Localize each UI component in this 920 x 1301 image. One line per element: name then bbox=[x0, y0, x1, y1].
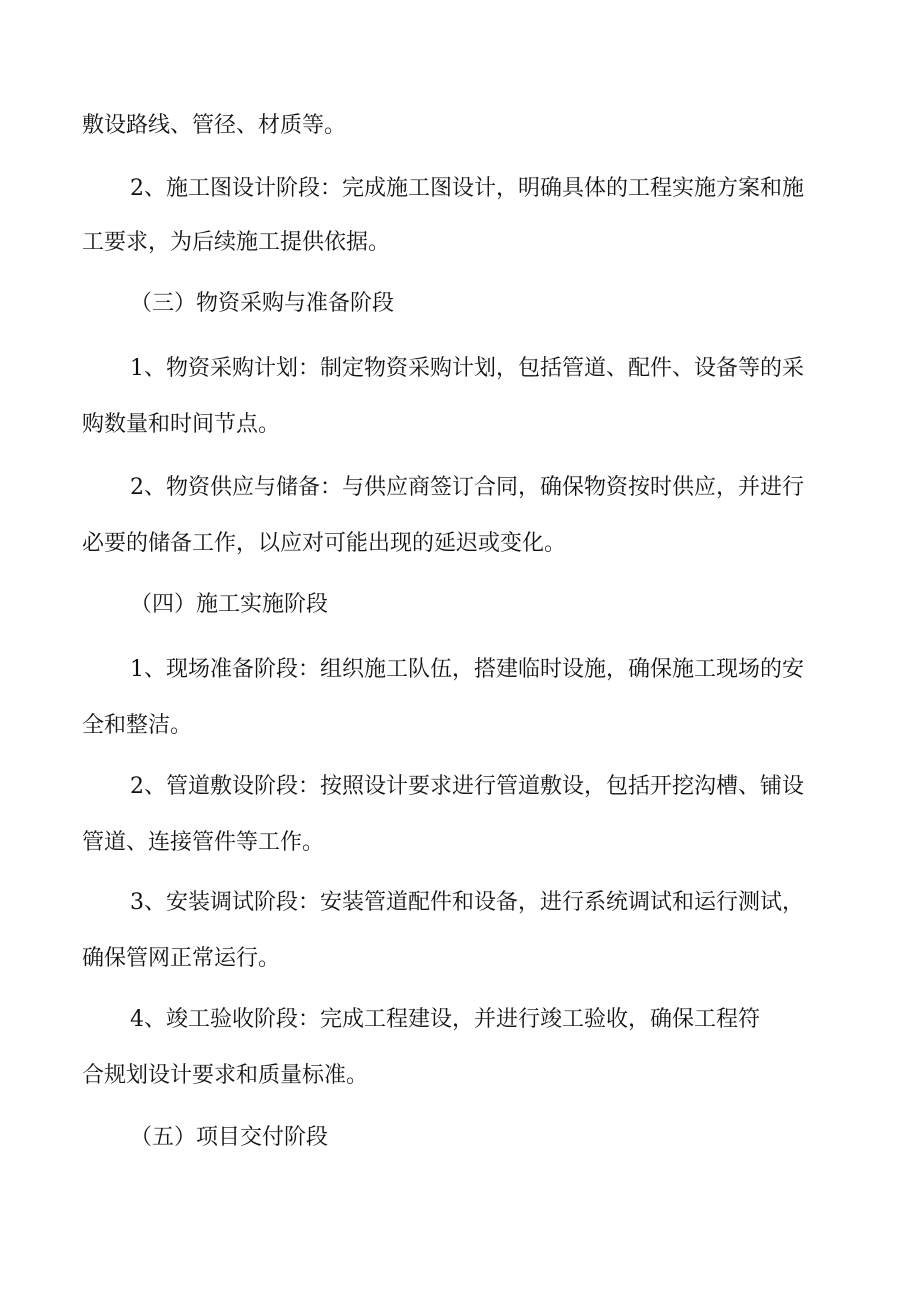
text-line: 2、施工图设计阶段：完成施工图设计，明确具体的工程实施方案和施 bbox=[130, 176, 804, 201]
text-line: 3、安装调试阶段：安装管道配件和设备，进行系统调试和运行测试， bbox=[130, 890, 804, 915]
text-line: 2、管道敷设阶段：按照设计要求进行管道敷设，包括开挖沟槽、铺设 bbox=[130, 774, 804, 799]
text-line: 敷设路线、管径、材质等。 bbox=[82, 113, 347, 138]
text-line: 购数量和时间节点。 bbox=[82, 412, 281, 437]
text-line: 1、现场准备阶段：组织施工队伍，搭建临时设施，确保施工现场的安 bbox=[130, 657, 804, 682]
text-line: 1、物资采购计划：制定物资采购计划，包括管道、配件、设备等的采 bbox=[130, 356, 804, 381]
section-heading: （四）施工实施阶段 bbox=[130, 592, 329, 617]
text-line: 确保管网正常运行。 bbox=[82, 946, 281, 971]
section-heading: （三）物资采购与准备阶段 bbox=[130, 291, 395, 316]
text-line: 全和整洁。 bbox=[82, 713, 193, 738]
text-line: 必要的储备工作，以应对可能出现的延迟或变化。 bbox=[82, 531, 567, 556]
text-line: 2、物资供应与储备：与供应商签订合同，确保物资按时供应，并进行 bbox=[130, 475, 804, 500]
text-line: 管道、连接管件等工作。 bbox=[82, 830, 325, 855]
text-line: 4、竣工验收阶段：完成工程建设，并进行竣工验收，确保工程符 bbox=[130, 1007, 760, 1032]
text-line: 合规划设计要求和质量标准。 bbox=[82, 1063, 369, 1088]
section-heading: （五）项目交付阶段 bbox=[130, 1125, 329, 1150]
text-line: 工要求，为后续施工提供依据。 bbox=[82, 230, 391, 255]
